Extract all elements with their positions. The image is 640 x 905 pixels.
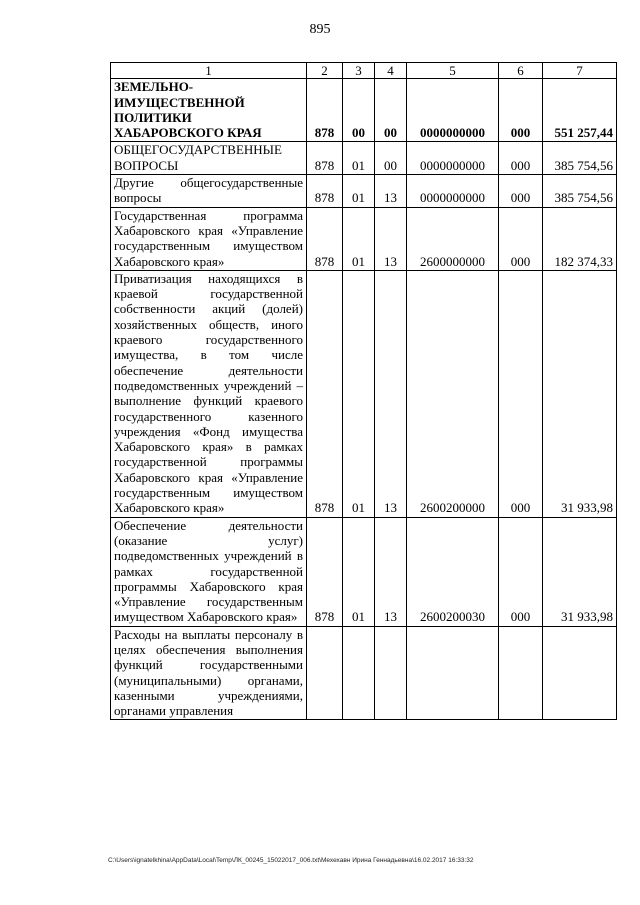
target-article-cell: 2600000000 xyxy=(407,207,499,270)
target-article-cell: 0000000000 xyxy=(407,175,499,208)
table-row xyxy=(111,175,617,208)
target-article-cell xyxy=(407,626,499,720)
amount-cell: 31 933,98 xyxy=(543,270,617,517)
subsection-code-cell: 00 xyxy=(375,79,407,142)
column-header: 1 xyxy=(111,63,307,79)
table-row xyxy=(111,79,617,142)
admin-code-cell: 878 xyxy=(307,142,343,175)
expense-type-cell: 000 xyxy=(499,270,543,517)
row-name-cell: ЗЕМЕЛЬНО-ИМУЩЕСТВЕННОЙ ПОЛИТИКИ ХАБАРОВСКОГО КРАЯ xyxy=(111,79,307,142)
file-path-footer: C:\Users\ignatelkhina\AppData\Local\Temp\ЛК_00245_15022017_006.txt\Мехехавн Ирина Геннадьевна\16.02.2017 16:33:32 xyxy=(108,857,474,864)
admin-code-cell: 878 xyxy=(307,270,343,517)
column-header: 2 xyxy=(307,63,343,79)
target-article-cell: 0000000000 xyxy=(407,142,499,175)
admin-code-cell: 878 xyxy=(307,517,343,626)
table-row xyxy=(111,270,617,517)
row-name-cell: Приватизация находящихся в краевой государственной собственности акций (долей) хозяйственных обществ, иного краевого государственного имущества, в том числе обеспечение деятельности подведомственных учреждений – выполнение функций краевого государственного казенного учреждения «Фонд имущества Хабаровского края» в рамках государственной программы Хабаровского края «Управление государственным имуществом Хабаровского края» xyxy=(111,270,307,517)
row-name-cell: Другие общегосударственные вопросы xyxy=(111,175,307,208)
column-header: 6 xyxy=(499,63,543,79)
column-header: 5 xyxy=(407,63,499,79)
row-name-cell: Расходы на выплаты персоналу в целях обеспечения выполнения функций государственными (муниципальными) органами, казенными учреждениями, органами управления xyxy=(111,626,307,720)
column-header: 4 xyxy=(375,63,407,79)
subsection-code-cell: 00 xyxy=(375,142,407,175)
admin-code-cell: 878 xyxy=(307,207,343,270)
table-row xyxy=(111,207,617,270)
target-article-cell: 0000000000 xyxy=(407,79,499,142)
section-code-cell: 01 xyxy=(343,207,375,270)
subsection-code-cell: 13 xyxy=(375,517,407,626)
table-header-row xyxy=(111,63,617,79)
admin-code-cell xyxy=(307,626,343,720)
amount-cell: 385 754,56 xyxy=(543,175,617,208)
subsection-code-cell xyxy=(375,626,407,720)
subsection-code-cell: 13 xyxy=(375,207,407,270)
amount-cell: 551 257,44 xyxy=(543,79,617,142)
subsection-code-cell: 13 xyxy=(375,270,407,517)
admin-code-cell: 878 xyxy=(307,79,343,142)
amount-cell: 182 374,33 xyxy=(543,207,617,270)
section-code-cell xyxy=(343,626,375,720)
section-code-cell: 01 xyxy=(343,517,375,626)
expense-type-cell: 000 xyxy=(499,207,543,270)
target-article-cell: 2600200000 xyxy=(407,270,499,517)
expense-type-cell: 000 xyxy=(499,142,543,175)
expense-type-cell: 000 xyxy=(499,517,543,626)
table-row xyxy=(111,626,617,720)
table-row xyxy=(111,142,617,175)
section-code-cell: 01 xyxy=(343,142,375,175)
amount-cell: 31 933,98 xyxy=(543,517,617,626)
section-code-cell: 01 xyxy=(343,175,375,208)
expense-type-cell: 000 xyxy=(499,79,543,142)
section-code-cell: 00 xyxy=(343,79,375,142)
amount-cell: 385 754,56 xyxy=(543,142,617,175)
expense-type-cell xyxy=(499,626,543,720)
row-name-cell: Государственная программа Хабаровского края «Управление государственным имуществом Хабаровского края» xyxy=(111,207,307,270)
subsection-code-cell: 13 xyxy=(375,175,407,208)
amount-cell xyxy=(543,626,617,720)
budget-table xyxy=(110,62,617,720)
page-number: 895 xyxy=(309,22,331,37)
row-name-cell: ОБЩЕГОСУДАРСТВЕННЫЕ ВОПРОСЫ xyxy=(111,142,307,175)
section-code-cell: 01 xyxy=(343,270,375,517)
column-header: 3 xyxy=(343,63,375,79)
table-row xyxy=(111,517,617,626)
admin-code-cell: 878 xyxy=(307,175,343,208)
target-article-cell: 2600200030 xyxy=(407,517,499,626)
expense-type-cell: 000 xyxy=(499,175,543,208)
row-name-cell: Обеспечение деятельности (оказание услуг) подведомственных учреждений в рамках государственной программы Хабаровского края «Управление государственным имуществом Хабаровского края» xyxy=(111,517,307,626)
column-header: 7 xyxy=(543,63,617,79)
